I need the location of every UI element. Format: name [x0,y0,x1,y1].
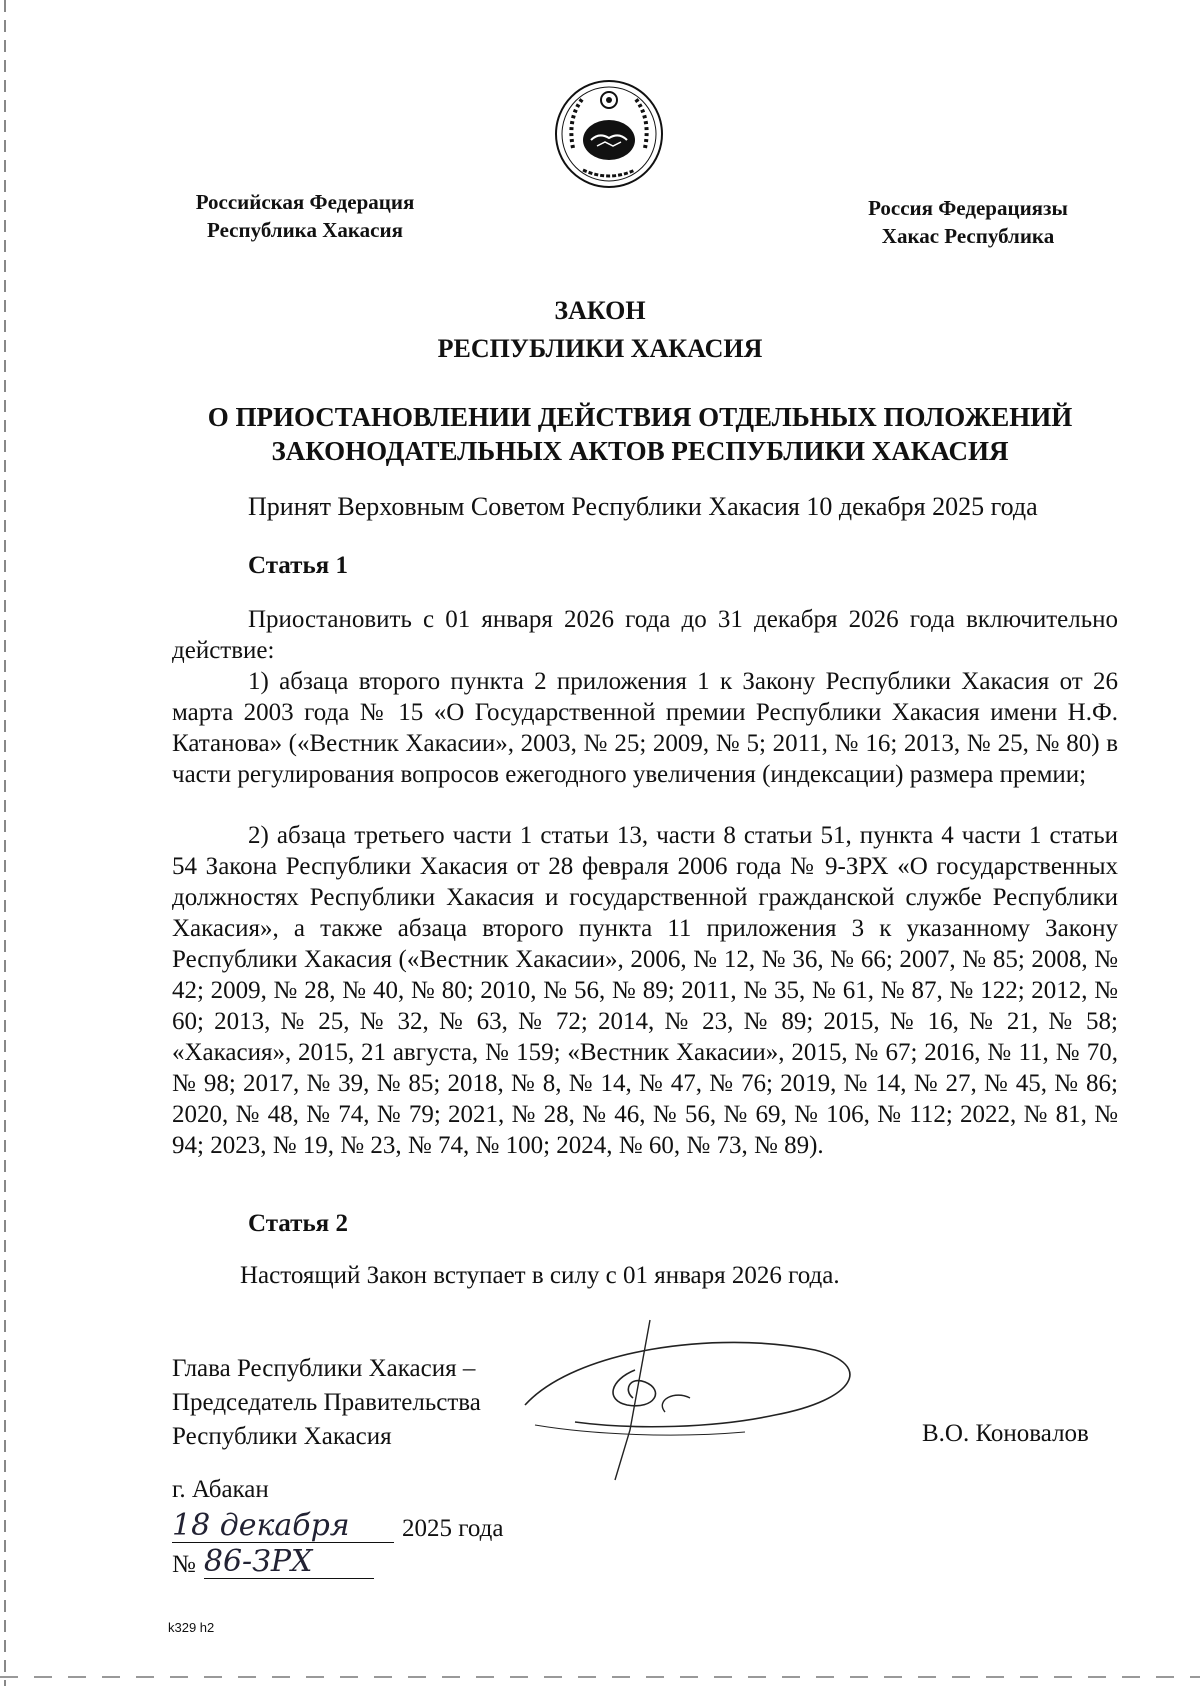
handwritten-date: 18 декабря [172,1508,394,1543]
coat-of-arms-emblem [553,78,665,190]
article-2-text: Настоящий Закон вступает в силу с 01 января 2026 года. [240,1262,840,1289]
document-code: k329 h2 [168,1620,215,1635]
article-1-item-1: 1) абзаца второго пункта 2 приложения 1 к Закону Республики Хакасия от 26 марта 2003 года № 15 «О Государственной премии Республики Хакасия имени Н.Ф. Катанова» («Вестник Хакасии», 2003, № 25; 2009, № 5; 2011, № 16; 2013, № 25, № 80) в части регулирования вопросов ежегодного увеличения (индексации) размера премии; [172,668,1118,788]
handwritten-signature [515,1310,895,1490]
signing-date [172,1508,503,1543]
header-left-line1: Российская Федерация [195,190,415,214]
scan-edge-left [4,0,6,1686]
header-right-line2: Хакас Республика [881,224,1055,248]
signatory-name: В.О. Коновалов [922,1420,1089,1447]
date-year-suffix: 2025 года [402,1515,504,1542]
signatory-title [172,1352,481,1454]
header-right [838,194,1098,250]
number-prefix: № [172,1551,196,1578]
issuer-title: РЕСПУБЛИКИ ХАКАСИЯ [437,334,763,363]
header-right-line1: Россия Федерациязы [868,196,1068,220]
signatory-line3: Республики Хакасия [172,1423,392,1450]
article-1-heading: Статья 1 [248,552,348,579]
header-left-line2: Республика Хакасия [207,218,403,242]
signatory-line1: Глава Республики Хакасия – [172,1355,476,1382]
document-type-title: ЗАКОН [554,296,646,325]
article-2-heading: Статья 2 [248,1210,348,1237]
subject-line2: ЗАКОНОДАТЕЛЬНЫХ АКТОВ РЕСПУБЛИКИ ХАКАСИЯ [271,436,1009,466]
place-of-signing: г. Абакан [172,1476,269,1503]
article-1-item-2: 2) абзаца третьего части 1 статьи 13, части 8 статьи 51, пункта 4 части 1 статьи 54 Закона Республики Хакасия от 28 февраля 2006 года № 9-ЗРХ «О государственных должностях Республики Хакасия и государственной гражданской службе Республики Хакасия», а также абзаца второго пункта 11 приложения 3 к указанному Закону Республики Хакасия («Вестник Хакасии», 2006, № 12, № 36, № 66; 2007, № 85; 2008, № 42; 2009, № 28, № 40, № 80; 2010, № 56, № 89; 2011, № 35, № 61, № 87, № 122; 2012, № 60; 2013, № 25, № 32, № 63, № 72; 2014, № 23, № 89; 2015, № 16, № 21, № 58; «Хакасия», 2015, 21 августа, № 159; «Вестник Хакасии», 2015, № 67; 2016, № 11, № 70, № 98; 2017, № 39, № 85; 2018, № 8, № 14, № 47, № 76; 2019, № 14, № 27, № 45, № 86; 2020, № 48, № 74, № 79; 2021, № 28, № 46, № 56, № 69, № 106, № 112; 2022, № 81, № 94; 2023, № 19, № 23, № 74, № 100; 2024, № 60, № 73, № 89). [172,822,1118,1159]
signatory-line2: Председатель Правительства [172,1389,481,1416]
law-subject-heading [160,400,1120,468]
subject-line1: О ПРИОСТАНОВЛЕНИИ ДЕЙСТВИЯ ОТДЕЛЬНЫХ ПОЛОЖЕНИЙ [207,402,1073,432]
article-1-intro: Приостановить с 01 января 2026 года до 31 декабря 2026 года включительно действие: [172,606,1118,664]
adoption-statement: Принят Верховным Советом Республики Хакасия 10 декабря 2025 года [248,492,1038,521]
scan-edge-bottom [0,1676,1200,1678]
handwritten-number: 86-ЗРХ [204,1544,374,1579]
header-left [170,188,440,244]
law-number [172,1544,374,1579]
